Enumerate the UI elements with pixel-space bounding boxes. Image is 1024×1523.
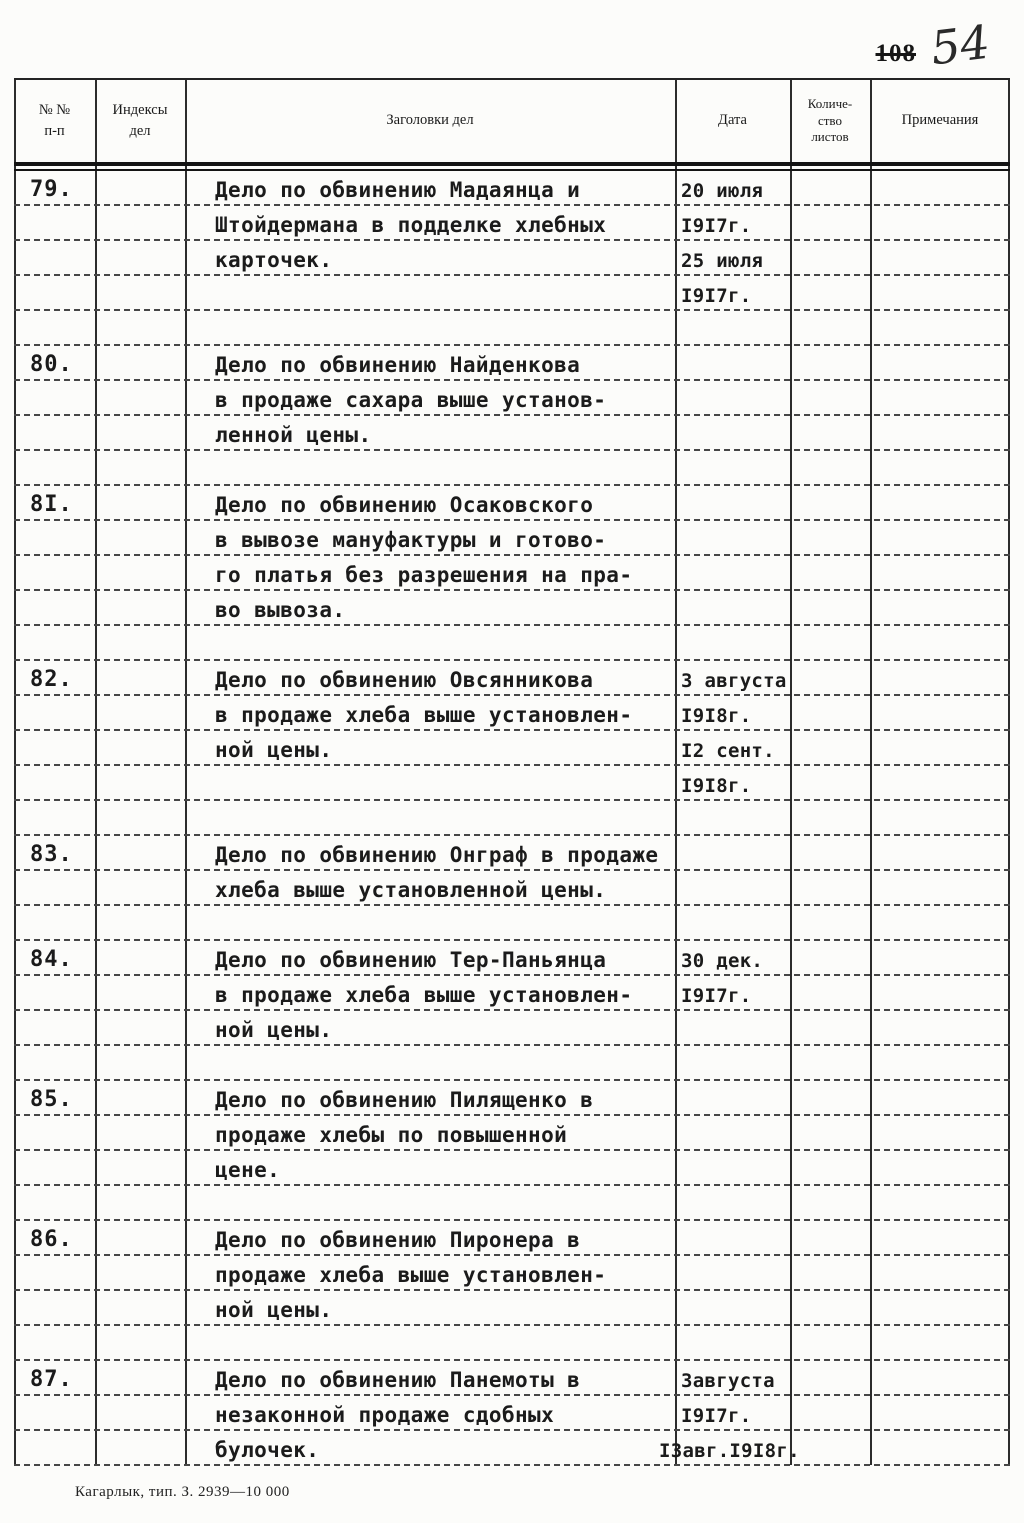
- case-number: 80.: [30, 352, 73, 377]
- case-date: 3августа: [681, 1370, 775, 1392]
- case-number: 82.: [30, 667, 73, 692]
- ruled-line: [14, 1256, 1010, 1291]
- ruled-line: [14, 696, 1010, 731]
- ruled-line: [14, 1116, 1010, 1151]
- case-date: I9I7г.: [681, 1405, 752, 1427]
- case-number: 87.: [30, 1367, 73, 1392]
- case-title-line: Дело по обвинению Овсянникова: [215, 668, 594, 692]
- case-title-line: го платья без разрешения на пра-: [215, 563, 633, 587]
- case-title-line: Дело по обвинению Найденкова: [215, 353, 581, 377]
- case-title-line: Штойдермана в подделке хлебных: [215, 213, 607, 237]
- case-number: 8I.: [30, 492, 73, 517]
- case-date: I9I8г.: [681, 705, 752, 727]
- case-title-line: Дело по обвинению Тер-Паньянца: [215, 948, 607, 972]
- case-title-line: во вывоза.: [215, 598, 346, 622]
- ruled-line: [14, 1186, 1010, 1221]
- ruled-line: [14, 1151, 1010, 1186]
- header-label: ство: [817, 112, 842, 128]
- ruled-line: [14, 626, 1010, 661]
- header-label: Индексы: [112, 101, 168, 118]
- case-title-line: ленной цены.: [215, 423, 372, 447]
- ruled-line: [14, 241, 1010, 276]
- case-date: I9I8г.: [681, 775, 752, 797]
- case-title-line: в продаже сахара выше установ-: [215, 388, 607, 412]
- header-col-index: [95, 80, 185, 162]
- header-label: Дата: [718, 112, 747, 129]
- ruled-line: [14, 766, 1010, 801]
- ruled-line: [14, 941, 1010, 976]
- header-label: № №: [38, 101, 71, 118]
- case-title-line: хлеба выше установленной цены.: [215, 878, 607, 902]
- case-title-line: незаконной продаже сдобных: [215, 1403, 555, 1427]
- header-label: листов: [811, 129, 849, 145]
- case-title-line: булочек.: [215, 1438, 320, 1462]
- header-label: п-п: [44, 123, 65, 139]
- handwritten-page-number: 54: [928, 14, 994, 76]
- ruled-line: [14, 416, 1010, 451]
- ruled-line: [14, 171, 1010, 206]
- case-title-line: в продаже хлеба выше установлен-: [215, 983, 633, 1007]
- header-label: дел: [129, 123, 151, 139]
- case-title-line: ной цены.: [215, 738, 333, 762]
- ruled-line: [14, 801, 1010, 836]
- case-number: 83.: [30, 842, 73, 867]
- case-title-line: продаже хлебы по повышенной: [215, 1123, 568, 1147]
- header-label: Заголовки дел: [386, 112, 474, 129]
- ruled-line: [14, 871, 1010, 906]
- case-date: 30 дек.: [681, 950, 764, 972]
- ruled-line: [14, 276, 1010, 311]
- ruled-line: [14, 311, 1010, 346]
- case-date: 3 августа: [681, 670, 787, 692]
- ruled-line: [14, 906, 1010, 941]
- ruled-line: [14, 591, 1010, 626]
- ruled-line: [14, 1361, 1010, 1396]
- case-title-line: цене.: [215, 1158, 281, 1182]
- register-sheet: [14, 78, 1010, 1466]
- case-title-line: ной цены.: [215, 1018, 333, 1042]
- header-col-notes: [870, 80, 1010, 162]
- ruled-line: [14, 976, 1010, 1011]
- page-number-area: [808, 16, 1008, 76]
- table-header: [14, 78, 1010, 162]
- ruled-line: [14, 1291, 1010, 1326]
- case-title-line: в продаже хлеба выше установлен-: [215, 703, 633, 727]
- case-title-line: ной цены.: [215, 1298, 333, 1322]
- header-label: Количе-: [807, 95, 853, 111]
- struck-page-number: 108: [875, 40, 916, 67]
- case-date: I2 сент.: [681, 740, 775, 762]
- header-col-title: [185, 80, 675, 162]
- ruled-line: [14, 1431, 1010, 1466]
- ruled-line: [14, 451, 1010, 486]
- case-date: I9I7г.: [681, 285, 752, 307]
- case-number: 79.: [30, 177, 73, 202]
- case-title-line: Дело по обвинению Пилященко в: [215, 1088, 594, 1112]
- ruled-line: [14, 381, 1010, 416]
- ruled-line: [14, 521, 1010, 556]
- header-divider: [14, 162, 1010, 171]
- case-title-line: Дело по обвинению Мадаянца и: [215, 178, 581, 202]
- case-date: I9I7г.: [681, 985, 752, 1007]
- case-title-line: в вывозе мануфактуры и готово-: [215, 528, 607, 552]
- header-label: Примечания: [901, 112, 979, 129]
- case-number: 84.: [30, 947, 73, 972]
- case-date: I9I7г.: [681, 215, 752, 237]
- ruled-line: [14, 1011, 1010, 1046]
- case-date: 25 июля: [681, 250, 764, 272]
- case-date: I3авг.I9I8г.: [659, 1440, 800, 1462]
- ruled-line: [14, 206, 1010, 241]
- header-col-sheets: [790, 80, 870, 162]
- ruled-line: [14, 556, 1010, 591]
- header-col-number: [14, 80, 95, 162]
- printer-imprint: Кагарлык, тип. З. 2939—10 000: [75, 1484, 290, 1500]
- case-date: 20 июля: [681, 180, 764, 202]
- ruled-line: [14, 1081, 1010, 1116]
- table-body: [14, 171, 1010, 1466]
- ruled-line: [14, 1396, 1010, 1431]
- case-title-line: Дело по обвинению Онграф в продаже: [215, 843, 659, 867]
- case-title-line: Дело по обвинению Осаковского: [215, 493, 594, 517]
- ruled-line: [14, 836, 1010, 871]
- ruled-line: [14, 1046, 1010, 1081]
- case-title-line: продаже хлеба выше установлен-: [215, 1263, 607, 1287]
- header-col-date: [675, 80, 790, 162]
- ruled-line: [14, 661, 1010, 696]
- ruled-line: [14, 346, 1010, 381]
- ruled-line: [14, 1221, 1010, 1256]
- ruled-line: [14, 486, 1010, 521]
- case-title-line: карточек.: [215, 248, 333, 272]
- ruled-line: [14, 731, 1010, 766]
- case-number: 85.: [30, 1087, 73, 1112]
- case-title-line: Дело по обвинению Панемоты в: [215, 1368, 581, 1392]
- case-title-line: Дело по обвинению Пиронера в: [215, 1228, 581, 1252]
- ruled-line: [14, 1326, 1010, 1361]
- case-number: 86.: [30, 1227, 73, 1252]
